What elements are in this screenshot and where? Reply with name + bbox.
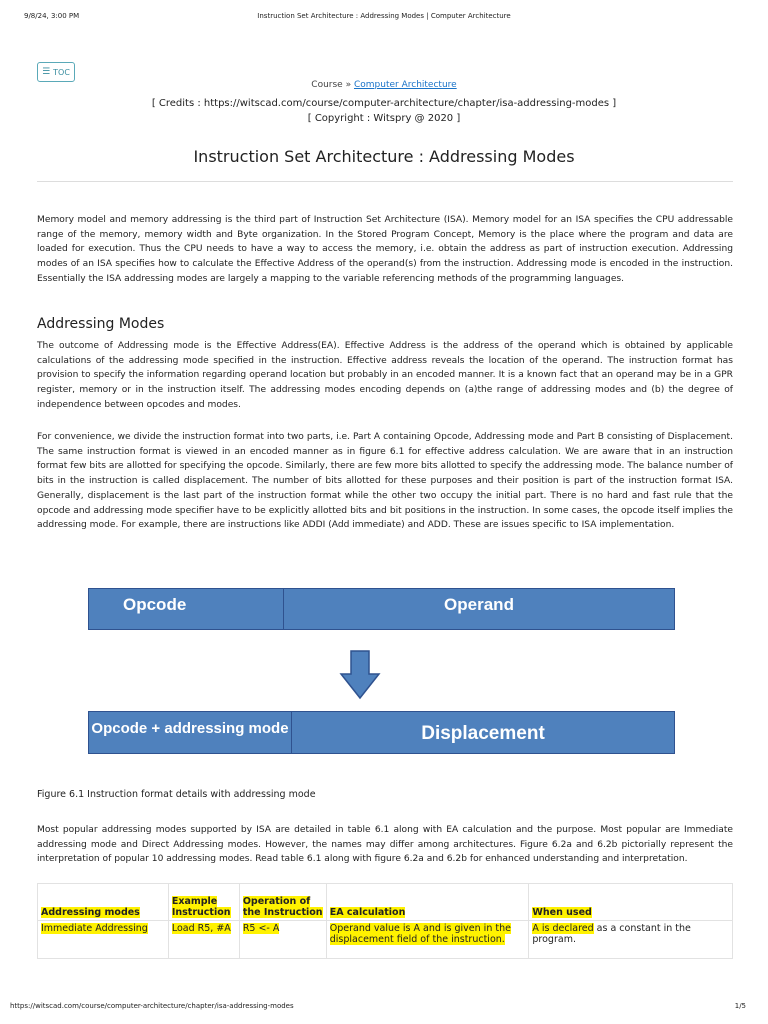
course-link[interactable]: Computer Architecture [353,80,457,90]
table-cell-operation: R5 <- A [239,921,326,959]
addressing-modes-table [37,883,733,959]
toc-button[interactable] [37,62,75,82]
table-header-row [38,884,733,921]
table-cell-mode: Immediate Addressing [38,921,169,959]
figure-box-opcode: Opcode [88,588,284,630]
down-arrow-icon [339,650,381,700]
paragraph-instruction-format: For convenience, we divide the instruction format into two parts, i.e. Part A containing Opcode, Addressing mode and Part B consisting of Displacement. The same instruction format is viewed in an encoded manner as in figure 6.1 for effective address calculation. We are aware that in an instruction format few bits are allotted for specifying the opcode. Similarly, there are few more bits allotted to specify the addressing mode. The balance number of bits in the instruction is called displacement. The number of bits allotted for these purposes and their position is part of the instruction format ISA. Generally, displacement is the last part of the instruction format while the other two occupy the initial part. There is no hard and fast rule that the opcode and addressing mode specifier have to be explicitly allotted bits and bit positions in the instruction. In some cases, the opcode itself implies the addressing mode. For example, there are instructions like ADDI (Add immediate) and ADD. These are issues specific to ISA implementation. [37,432,733,531]
figure-caption: Figure 6.1 Instruction format details with addressing mode [37,789,316,800]
figure-box-operand: Operand [283,588,675,630]
paragraph-popular-modes: Most popular addressing modes supported by ISA are detailed in table 6.1 along with EA calculation and the purpose. Most popular are Immediate addressing mode and Direct Addressing modes. However, the names may differ among architectures. Figure 6.2a and 6.2b pictorially represent the interpretation of popular 10 addressing modes. Read table 6.1 along with figure 6.2a and 6.2b for enhanced understanding and interpretation. [37,825,733,865]
breadcrumb-prefix: Course [311,80,343,90]
table-cell-example: Load R5, #A [168,921,239,959]
figure-box-opcode-addressing-mode: Opcode + addressing mode [88,711,292,754]
credits: [ Credits : https://witscad.com/course/computer-architecture/chapter/isa-addressing-modes ] [151,98,617,109]
figure-instruction-format [0,580,768,780]
breadcrumb [0,80,768,90]
title-divider [37,181,733,182]
table-cell-when-used: A is declared as a constant in the program. [529,921,733,959]
table-header: Operation of the Instruction [239,884,326,921]
toc-label: TOC [53,67,70,77]
section-heading: Addressing Modes [37,316,165,332]
print-page-number: 1/5 [734,1002,746,1010]
table-cell-ea: Operand value is A and is given in the displacement field of the instruction. [326,921,529,959]
print-url: https://witscad.com/course/computer-architecture/chapter/isa-addressing-modes [10,1002,294,1010]
table-header: EA calculation [326,884,529,921]
page-title: Instruction Set Architecture : Addressing Modes [193,147,575,166]
intro-paragraph: Memory model and memory addressing is the third part of Instruction Set Architecture (ISA). Memory model for an ISA specifies the CPU addressable range of the memory, memory width and Byte organization. In the Stored Program Concept, Memory is the place where the program and data are loaded for execution. Thus the CPU needs to have a way to access the memory, i.e. obtain the address as part of instruction execution. Addressing modes of an ISA specifies how to calculate the Effective Address of the operand(s) from the instruction. Addressing mode is encoded in the instruction. Essentially the ISA addressing modes are largely a mapping to the variable referencing methods of the programming languages. [37,215,733,284]
table-header: When used [529,884,733,921]
breadcrumb-separator: » [345,80,352,90]
copyright: [ Copyright : Witspry @ 2020 ] [307,113,461,124]
figure-box-displacement: Displacement [291,711,675,754]
paragraph-effective-address: The outcome of Addressing mode is the Effective Address(EA). Effective Address is the address of the operand which is obtained by applicable calculations of the addressing mode specified in the instruction. Effective address reveals the location of the operand. The instruction format has provision to specify the information regarding operand location but probably in an encoded manner. It is a known fact that an operand may be in a GPR register, memory or in the instruction itself. The addressing modes encoding depends on (a)the range of addressing modes and (b) the degree of independence between opcodes and modes. [37,341,733,410]
table-header: Addressing modes [38,884,169,921]
print-datetime: 9/8/24, 3:00 PM [24,12,80,20]
table-header: Example Instruction [168,884,239,921]
table-row [38,921,733,959]
print-title: Instruction Set Architecture : Addressing Modes | Computer Architecture [257,12,511,20]
menu-icon: ☰ [42,67,51,77]
